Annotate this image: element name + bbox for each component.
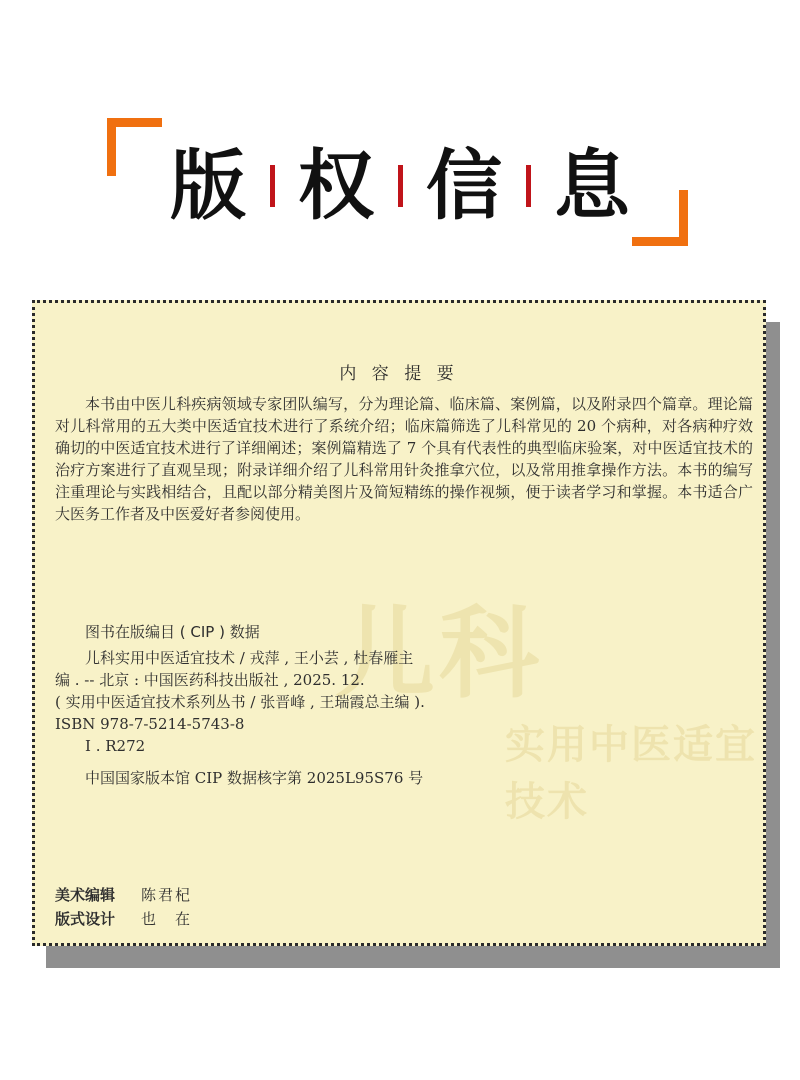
page-header xyxy=(0,0,800,290)
cip-line: 编 . -- 北京 : 中国医药科技出版社 , 2025. 12. xyxy=(55,671,365,689)
cip-heading: 图书在版编目 ( CIP ) 数据 xyxy=(85,623,260,641)
title-char: 权 xyxy=(298,141,374,230)
title-separator xyxy=(398,165,403,207)
cover-watermark-title: 儿科 xyxy=(335,595,543,712)
credit-row xyxy=(55,883,192,907)
cover-watermark-subtitle: 实用中医适宜技术 xyxy=(505,722,757,825)
corner-bracket-top-left xyxy=(107,118,162,176)
cip-line: ( 实用中医适宜技术系列丛书 / 张晋峰 , 王瑞霞总主编 ). xyxy=(55,693,425,711)
title-separator xyxy=(526,165,531,207)
credit-row xyxy=(55,907,192,931)
credit-label: 美术编辑 xyxy=(55,886,116,904)
credit-value: 陈君杞 xyxy=(141,886,193,904)
cip-classification: Ⅰ . R272 xyxy=(85,737,146,755)
credits-block xyxy=(55,883,192,931)
title-separator xyxy=(270,165,275,207)
title-char: 信 xyxy=(426,141,502,230)
title-char: 息 xyxy=(554,141,630,230)
cip-isbn: ISBN 978-7-5214-5743-8 xyxy=(55,715,245,733)
cip-verify-number: 中国国家版本馆 CIP 数据核字第 2025L95S76 号 xyxy=(85,769,424,787)
credit-value: 也 在 xyxy=(141,910,193,928)
cip-block xyxy=(55,621,615,789)
corner-bracket-bottom-right xyxy=(632,190,688,246)
summary-paragraph: 本书由中医儿科疾病领域专家团队编写，分为理论篇、临床篇、案例篇，以及附录四个篇章。理论篇对儿科常用的五大类中医适宜技术进行了系统介绍；临床篇筛选了儿科常见的 20 个病种，对各病种疗效确切的中医适宜技术进行了详细阐述；案例篇精选了 7 个具有代表性的典型临床验案，对中医适宜技术的治疗方案进行了直观呈现；附录详细介绍了儿科常用针灸推拿穴位，以及常用推拿操作方法。本书的编写注重理论与实践相结合，且配以部分精美图片及简短精练的操作视频，便于读者学习和掌握。本书适合广大医务工作者及中医爱好者参阅使用。 xyxy=(55,395,753,523)
copyright-page-card xyxy=(32,300,766,946)
cip-line: 儿科实用中医适宜技术 / 戎萍 , 王小芸 , 杜春雁主 xyxy=(85,649,414,667)
credit-label: 版式设计 xyxy=(55,910,116,928)
summary-heading: 内 容 提 要 xyxy=(339,364,459,384)
title-char: 版 xyxy=(170,141,246,230)
page-title xyxy=(170,140,630,232)
